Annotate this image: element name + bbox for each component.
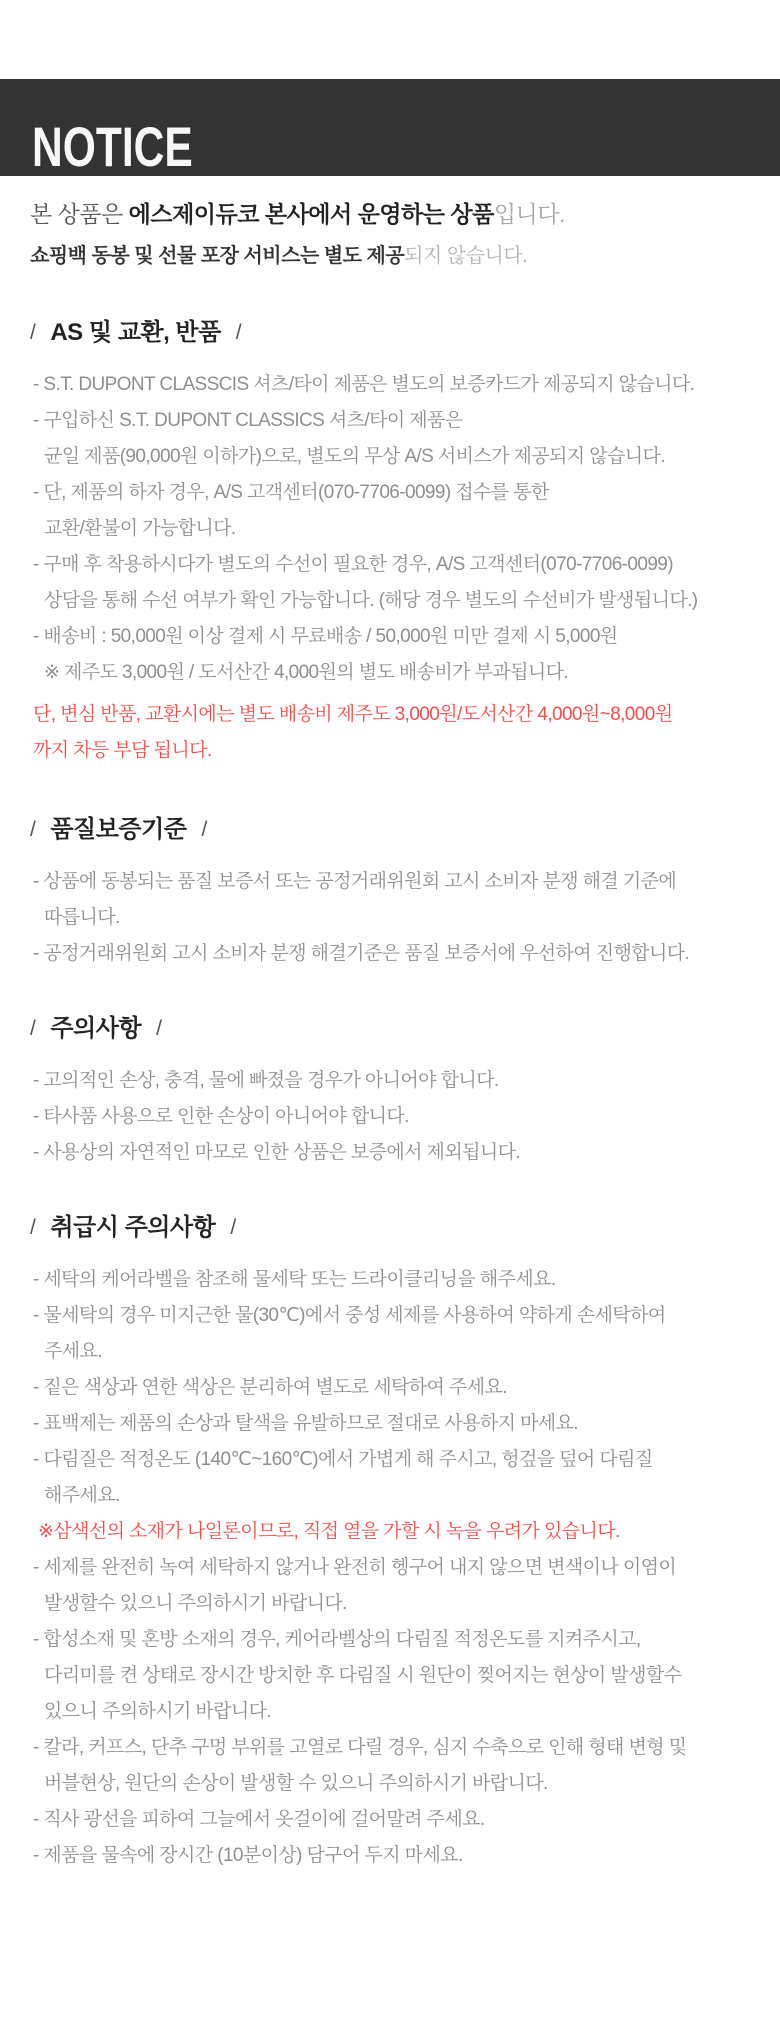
notice-line: - 다림질은 적정온도 (140℃~160℃)에서 가볍게 해 주시고, 헝겊을 덮어 다림질: [33, 1449, 653, 1470]
slash-mark: /: [201, 818, 207, 841]
notice-line: 따릅니다.: [44, 907, 120, 928]
section-title-handling: [30, 1211, 750, 1245]
section-handling-cautions: [30, 1211, 750, 1874]
notice-line: - 칼라, 커프스, 단추 구멍 부위를 고열로 다릴 경우, 심지 수축으로 인해 형태 변형 및: [33, 1737, 687, 1758]
notice-line: - 구매 후 착용하시다가 별도의 수선이 필요한 경우, A/S 고객센터(070-7706-0099): [33, 554, 673, 575]
section-title-text: AS 및 교환, 반품: [50, 319, 221, 346]
notice-line: - 직사 광선을 피하여 그늘에서 옷걸이에 걸어말려 주세요.: [33, 1809, 485, 1830]
section-title-text: 품질보증기준: [50, 816, 187, 843]
intro-prefix: 본 상품은: [30, 201, 129, 227]
section-lines: [30, 864, 750, 972]
notice-line: - 물세탁의 경우 미지근한 물(30℃)에서 중성 세제를 사용하여 약하게 손세탁하여: [33, 1305, 666, 1326]
notice-line: - 세탁의 케어라벨을 참조해 물세탁 또는 드라이클리닝을 해주세요.: [33, 1269, 556, 1290]
notice-line: - 고의적인 손상, 충격, 물에 빠졌을 경우가 아니어야 합니다.: [33, 1070, 499, 1091]
slash-mark: /: [235, 321, 242, 344]
section-title-text: 취급시 주의사항: [50, 1214, 216, 1241]
notice-line: - 배송비 : 50,000원 이상 결제 시 무료배송 / 50,000원 미만 결제 시 5,000원: [33, 626, 618, 647]
notice-line: 주세요.: [44, 1341, 102, 1362]
section-cautions: [30, 1012, 750, 1171]
section-title-as: [30, 316, 750, 350]
page-title: NOTICE: [32, 115, 193, 178]
intro-giftwrap-bold: 쇼핑백 동봉 및 선물 포장 서비스는 별도 제공: [30, 245, 405, 267]
intro-operator-bold: 에스제이듀코 본사에서 운영하는 상품: [128, 201, 494, 227]
slash-mark: /: [30, 818, 36, 841]
notice-line-warning: ※삼색선의 소재가 나일론이므로, 직접 열을 가할 시 녹을 우려가 있습니다.: [38, 1521, 620, 1542]
section-title-cautions: [30, 1012, 750, 1046]
notice-line: - 구입하신 S.T. DUPONT CLASSICS 셔츠/타이 제품은: [33, 410, 463, 431]
notice-line: - 합성소재 및 혼방 소재의 경우, 케어라벨상의 다림질 적정온도를 지켜주시고,: [33, 1629, 641, 1650]
notice-line: - S.T. DUPONT CLASSCIS 셔츠/타이 제품은 별도의 보증카드가 제공되지 않습니다.: [33, 374, 695, 395]
notice-line: 해주세요.: [44, 1485, 120, 1506]
notice-header-bar: [0, 79, 780, 176]
notice-line: 발생할수 있으니 주의하시기 바랍니다.: [44, 1593, 347, 1614]
notice-line: 다리미를 켠 상태로 장시간 방치한 후 다림질 시 원단이 찢어지는 현상이 발생할수: [44, 1665, 682, 1686]
notice-line: - 사용상의 자연적인 마모로 인한 상품은 보증에서 제외됩니다.: [33, 1142, 521, 1163]
section-title-text: 주의사항: [50, 1015, 142, 1042]
notice-line: ※ 제주도 3,000원 / 도서산간 4,000원의 별도 배송비가 부과됩니다.: [44, 662, 569, 683]
slash-mark: /: [156, 1017, 162, 1040]
section-lines: [30, 367, 750, 769]
intro-line-operator: [30, 199, 750, 229]
notice-line: 균일 제품(90,000원 이하가)으로, 별도의 무상 A/S 서비스가 제공되지 않습니다.: [44, 446, 665, 467]
notice-line: 있으니 주의하시기 바랍니다.: [44, 1701, 272, 1722]
notice-line: - 제품을 물속에 장시간 (10분이상) 담구어 두지 마세요.: [33, 1845, 463, 1866]
notice-line-warning: 단, 변심 반품, 교환시에는 별도 배송비 제주도 3,000원/도서산간 4,000원~8,000원: [33, 704, 673, 725]
intro-suffix: 입니다.: [493, 201, 565, 227]
notice-content: [0, 199, 780, 1874]
slash-mark: /: [230, 1216, 236, 1239]
notice-line: 상담을 통해 수선 여부가 확인 가능합니다. (해당 경우 별도의 수선비가 발생됩니다.): [44, 590, 698, 611]
section-title-quality: [30, 813, 750, 847]
notice-line: 버블현상, 원단의 손상이 발생할 수 있으니 주의하시기 바랍니다.: [44, 1773, 548, 1794]
intro-line-giftwrap: [30, 242, 750, 270]
section-as-exchange-return: [30, 316, 750, 769]
notice-line: - 상품에 동봉되는 품질 보증서 또는 공정거래위원회 고시 소비자 분쟁 해결 기준에: [33, 871, 677, 892]
notice-line: - 단, 제품의 하자 경우, A/S 고객센터(070-7706-0099) 접수를 통한: [33, 482, 549, 503]
notice-line: 교환/환불이 가능합니다.: [44, 518, 236, 539]
slash-mark: /: [30, 1216, 36, 1239]
notice-line: - 타사품 사용으로 인한 손상이 아니어야 합니다.: [33, 1106, 409, 1127]
section-lines: [30, 1063, 750, 1171]
slash-mark: /: [30, 1017, 36, 1040]
notice-line: - 세제를 완전히 녹여 세탁하지 않거나 완전히 헹구어 내지 않으면 변색이나 이염이: [33, 1557, 677, 1578]
intro-giftwrap-suffix: 되지 않습니다.: [404, 245, 528, 267]
notice-line: - 표백제는 제품의 손상과 탈색을 유발하므로 절대로 사용하지 마세요.: [33, 1413, 578, 1434]
section-lines: [30, 1262, 750, 1874]
slash-mark: /: [30, 321, 36, 344]
notice-line-warning: 까지 차등 부담 됩니다.: [33, 740, 212, 761]
notice-line: - 공정거래위원회 고시 소비자 분쟁 해결기준은 품질 보증서에 우선하여 진행합니다.: [33, 943, 690, 964]
notice-line: - 짙은 색상과 연한 색상은 분리하여 별도로 세탁하여 주세요.: [33, 1377, 507, 1398]
section-quality-guarantee: [30, 813, 750, 972]
